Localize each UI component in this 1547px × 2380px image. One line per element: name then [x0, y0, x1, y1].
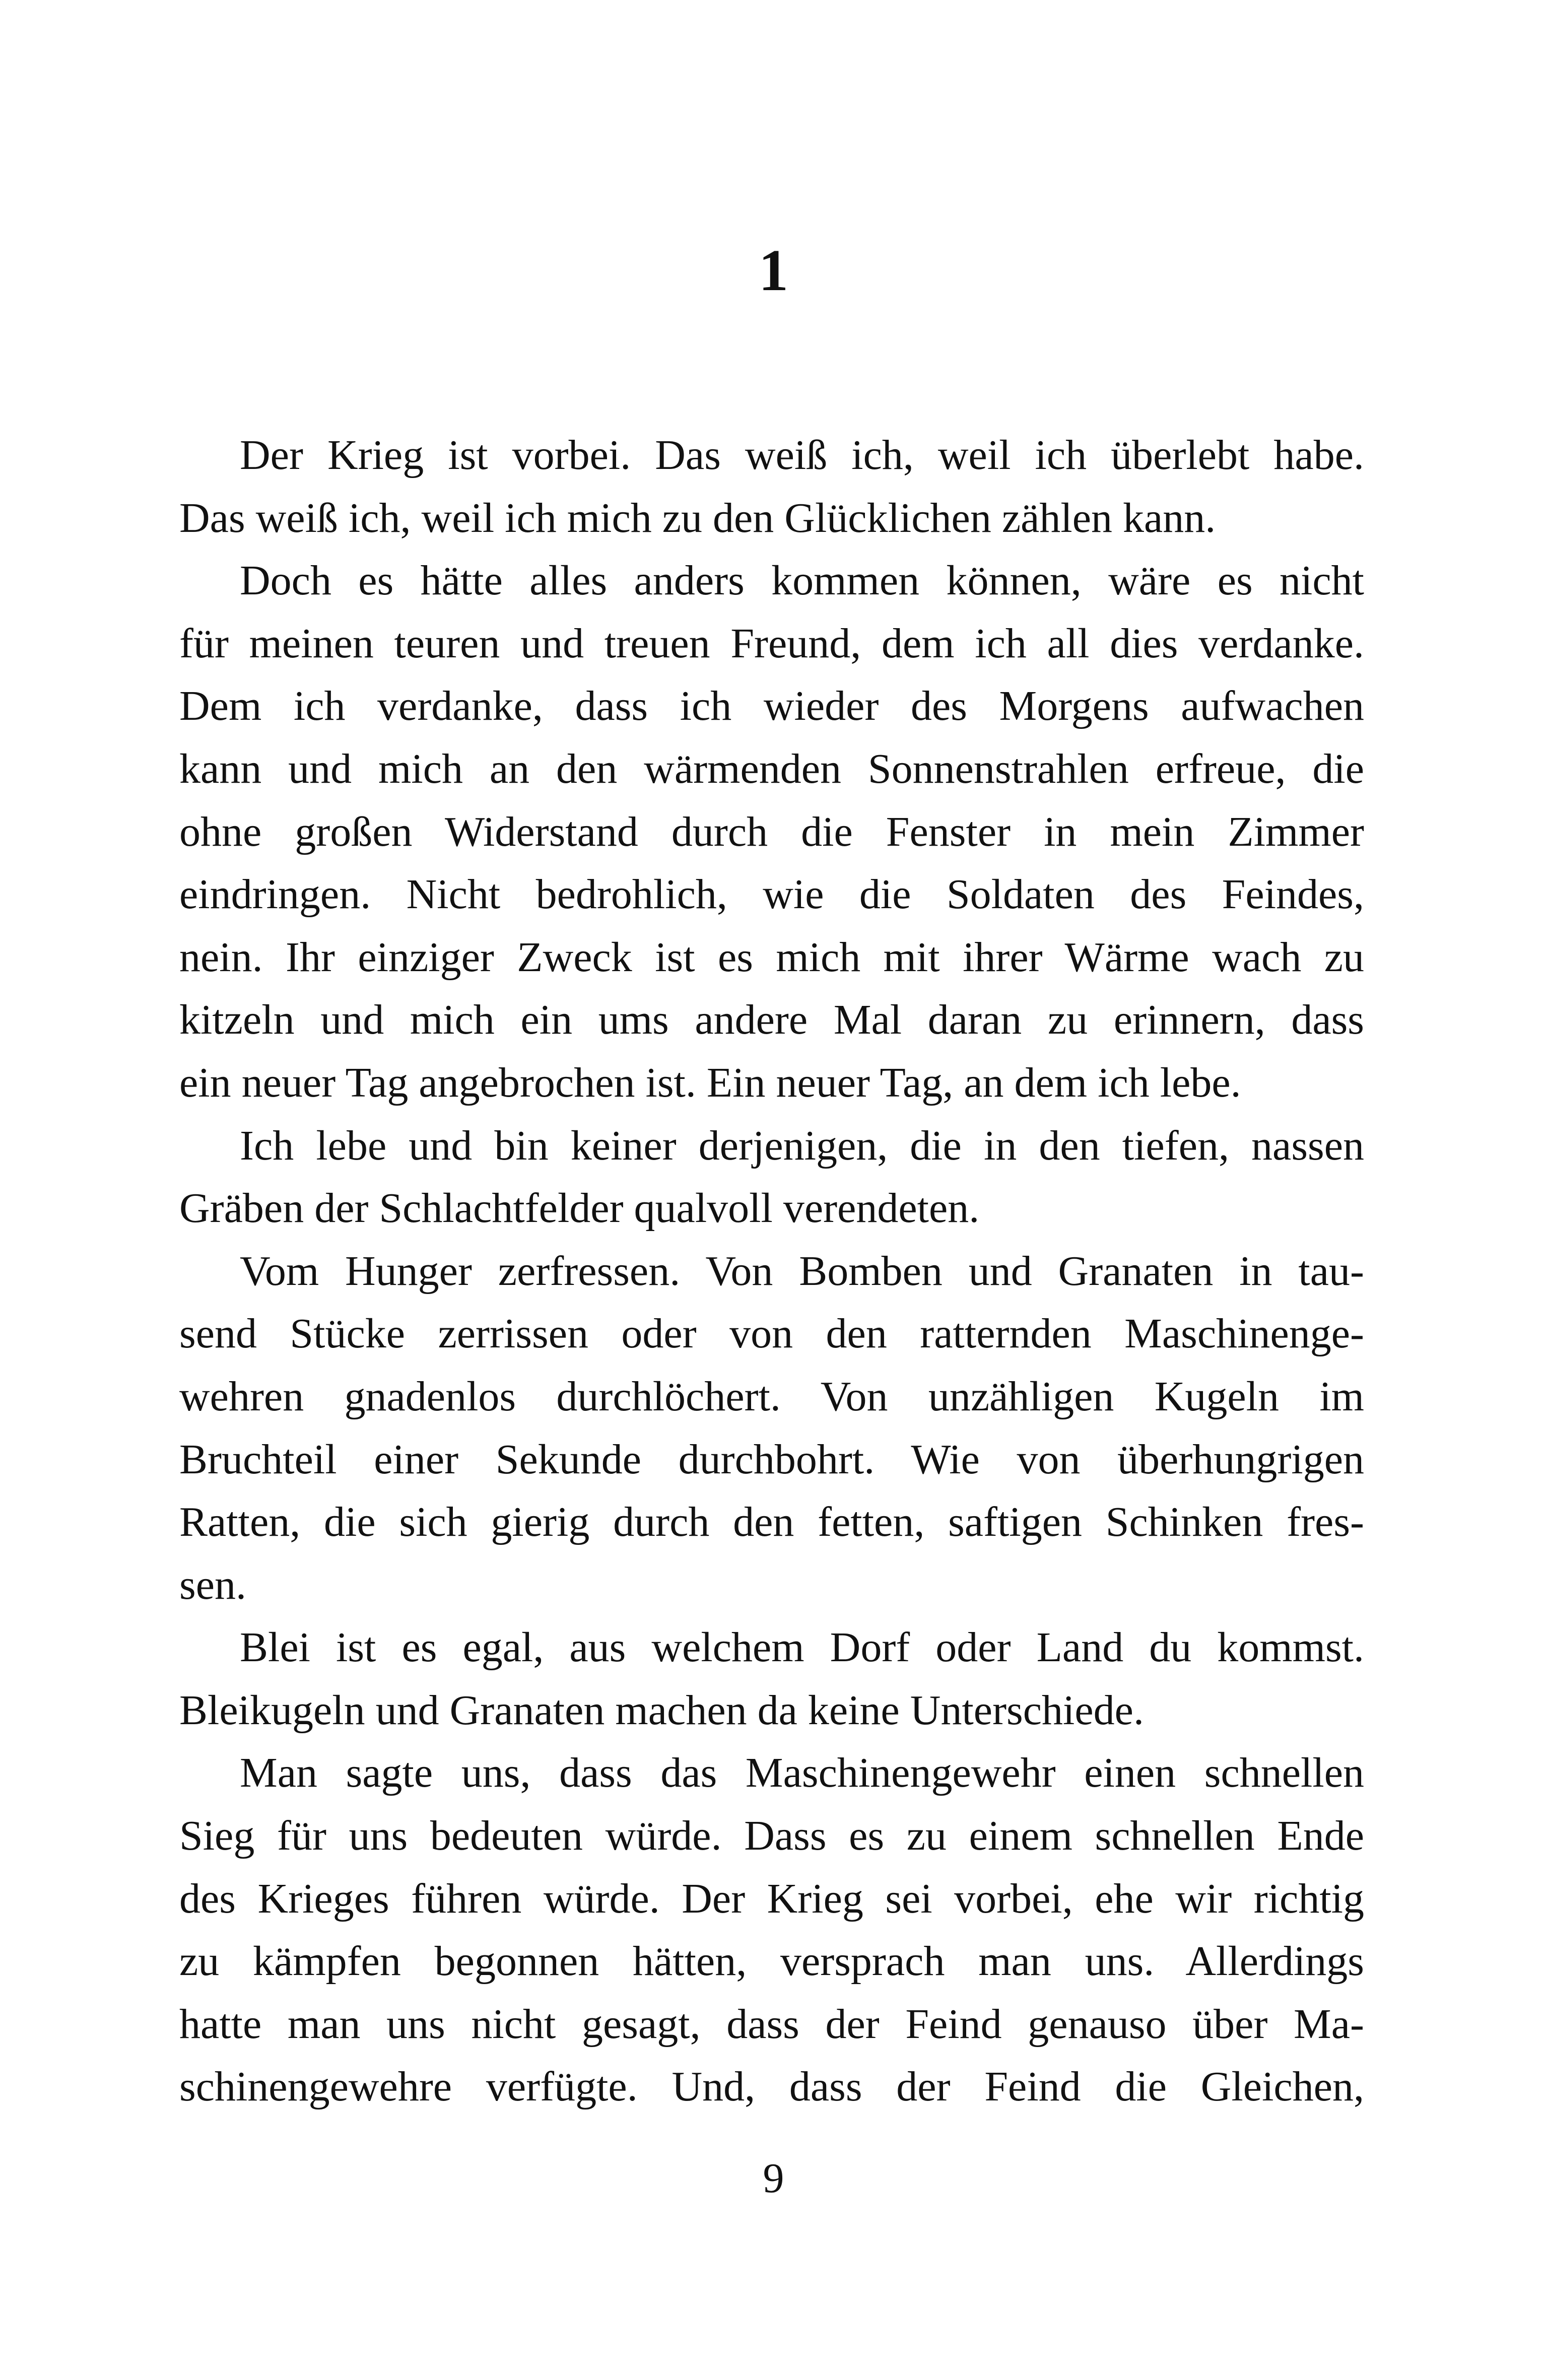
text-line: kitzeln und mich ein ums andere Mal daran zu erinnern, dass [179, 996, 1364, 1044]
text-line: Dem ich verdanke, dass ich wieder des Morgens aufwachen [179, 683, 1364, 730]
text-line: Bleikugeln und Granaten machen da keine Unterschiede. [179, 1686, 1144, 1734]
text-line: Bruchteil einer Sekunde durchbohrt. Wie von überhungrigen [179, 1436, 1364, 1483]
text-line: des Krieges führen würde. Der Krieg sei vorbei, ehe wir richtig [179, 1875, 1364, 1922]
text-line: wehren gnadenlos durchlöchert. Von unzähligen Kugeln im [179, 1373, 1364, 1420]
text-line: schinengewehre verfügte. Und, dass der Feind die Gleichen, [179, 2063, 1364, 2111]
chapter-body-text [179, 424, 1364, 2119]
text-line: Blei ist es egal, aus welchem Dorf oder Land du kommst. [240, 1624, 1364, 1671]
text-line: Gräben der Schlachtfelder qualvoll verendeten. [179, 1185, 980, 1232]
text-line: zu kämpfen begonnen hätten, versprach man uns. Allerdings [179, 1938, 1364, 1985]
text-line: Man sagte uns, dass das Maschinengewehr einen schnellen [240, 1749, 1364, 1797]
text-line: für meinen teuren und treuen Freund, dem ich all dies verdanke. [179, 620, 1364, 667]
text-line: Vom Hunger zerfressen. Von Bomben und Granaten in tau- [240, 1247, 1364, 1295]
text-line: Ratten, die sich gierig durch den fetten, saftigen Schinken fres- [179, 1499, 1364, 1546]
page-number: 9 [763, 2155, 784, 2202]
text-line: eindringen. Nicht bedrohlich, wie die Soldaten des Feindes, [179, 871, 1364, 918]
text-line: hatte man uns nicht gesagt, dass der Feind genauso über Ma- [179, 2000, 1364, 2048]
text-line: sen. [179, 1561, 246, 1608]
text-line: ein neuer Tag angebrochen ist. Ein neuer Tag, an dem ich lebe. [179, 1059, 1241, 1106]
text-line: Der Krieg ist vorbei. Das weiß ich, weil ich überlebt habe. [240, 432, 1364, 479]
text-line: ohne großen Widerstand durch die Fenster in mein Zimmer [179, 808, 1364, 855]
text-line: kann und mich an den wärmenden Sonnenstrahlen erfreue, die [179, 745, 1364, 792]
text-line: Ich lebe und bin keiner derjenigen, die in den tiefen, nassen [240, 1122, 1364, 1169]
text-line: Sieg für uns bedeuten würde. Dass es zu einem schnellen Ende [179, 1812, 1364, 1860]
chapter-number: 1 [759, 237, 788, 303]
text-line: send Stücke zerrissen oder von den ratternden Maschinenge- [179, 1310, 1364, 1357]
text-line: Doch es hätte alles anders kommen können, wäre es nicht [240, 557, 1364, 604]
text-line: nein. Ihr einziger Zweck ist es mich mit ihrer Wärme wach zu [179, 933, 1364, 981]
text-line: Das weiß ich, weil ich mich zu den Glücklichen zählen kann. [179, 494, 1216, 541]
